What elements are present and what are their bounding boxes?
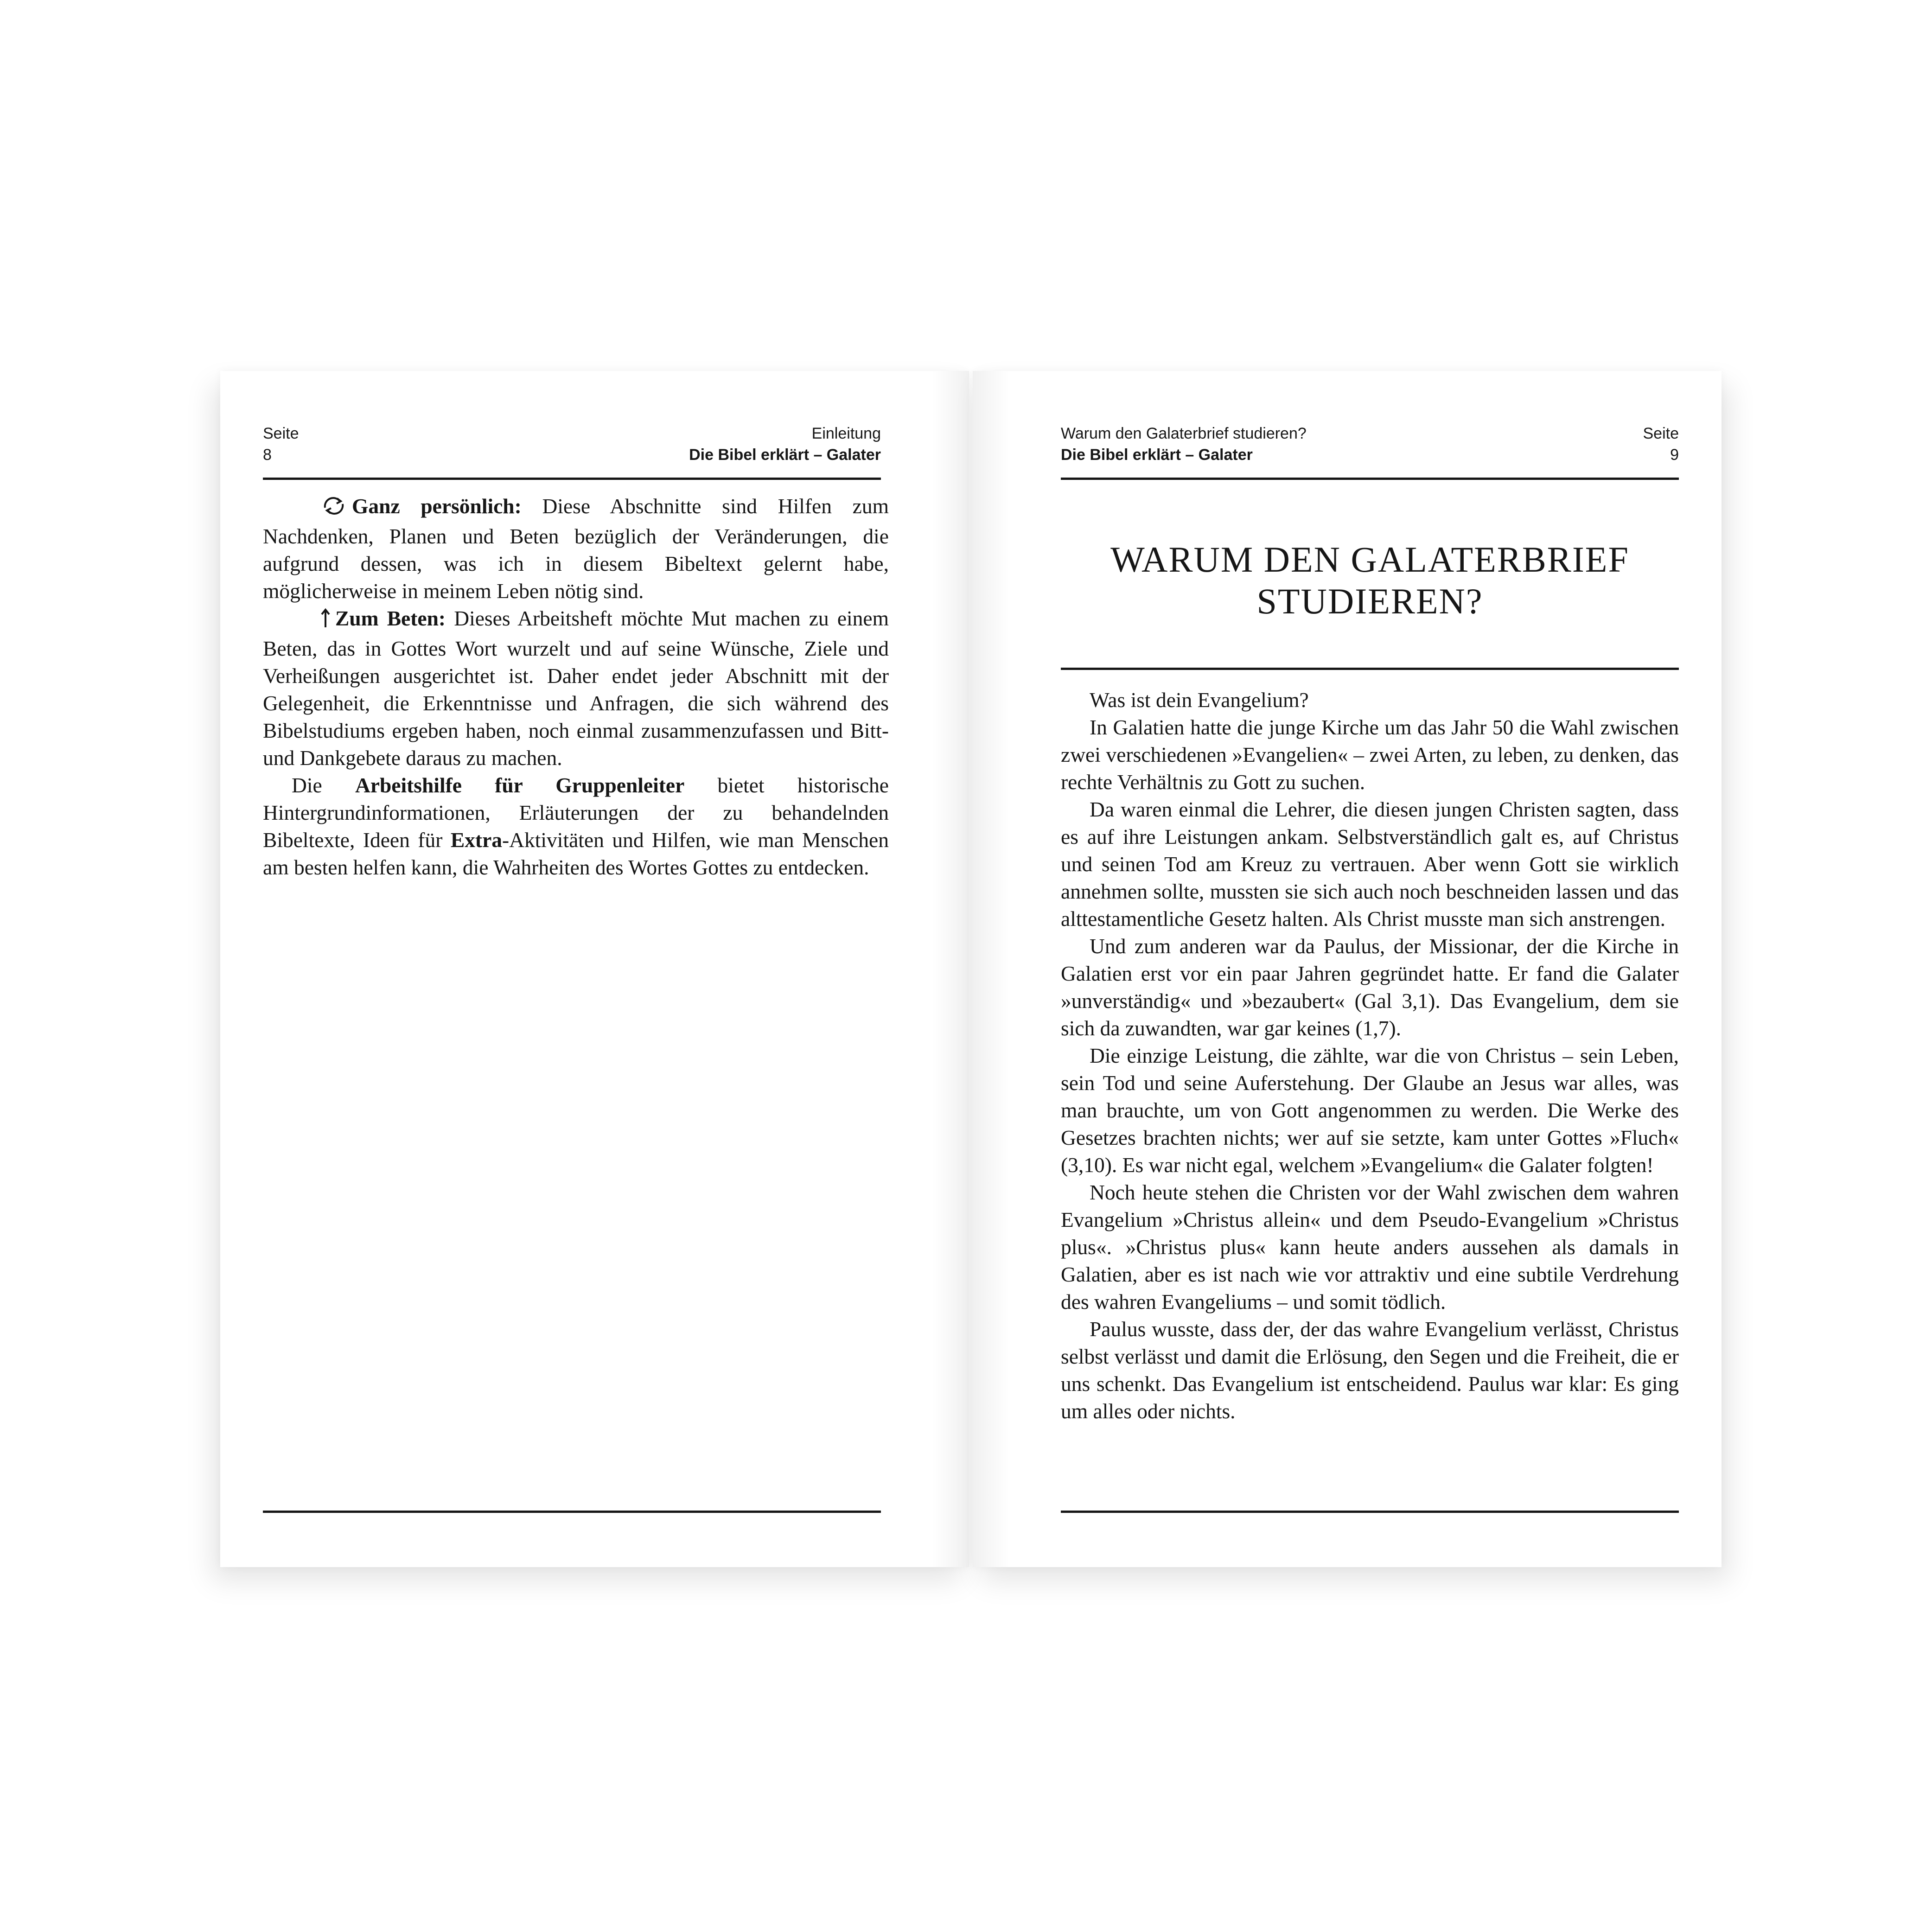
seite-label: Seite [1643, 425, 1679, 442]
paragraph: Die einzige Leistung, die zählte, war die von Christus – sein Leben, sein Tod und seine Auferstehung. Der Glaube an Jesus war alles, was man brauchte, um von Gott angenommen zu werden. Die Werke des Gesetzes brachten nichts; wer auf sie setzte, kam unter Gottes »Fluch« (3,10). Es war nicht egal, welchem »Evangelium« die Galater folgten! [1061, 1044, 1679, 1177]
running-head-row [263, 423, 881, 444]
paragraph: In Galatien hatte die junge Kirche um das Jahr 50 die Wahl zwischen zwei verschiedenen »Evangelien« – zwei Arten, zu leben, zu denken, das rechte Verhältnis zu Gott zu suchen. [1061, 715, 1679, 794]
paragraph-text: bietet historische Hintergrundinformationen, Erläuterungen der zu behandelnden Bibeltexte, Ideen für [263, 773, 889, 852]
footer-rule [1061, 1511, 1679, 1513]
chapter-title [1061, 539, 1679, 622]
running-head-row [1061, 444, 1679, 465]
book-title: Die Bibel erklärt – Galater [689, 446, 881, 464]
chapter-label: Warum den Galaterbrief studieren? [1061, 425, 1307, 442]
ganz-persoenlich-label: Ganz persönlich: [352, 494, 522, 518]
paragraph [263, 772, 889, 881]
arrow-up-icon [292, 607, 331, 635]
paragraph [263, 605, 889, 772]
page-number: 8 [263, 446, 272, 464]
cycle-arrows-icon [292, 495, 347, 523]
left-page [220, 371, 969, 1567]
paragraph: Da waren einmal die Lehrer, die diesen jungen Christen sagten, dass es auf ihre Leistungen ankam. Selbstverständlich galt es, auf Christus und seinen Tod am Kreuz zu vertrauen. Aber wenn Gott sie wirklich annehmen sollte, mussten sie sich auch noch beschneiden lassen und das alttestamentliche Gesetz halten. Als Christ musste man sich anstrengen. [1061, 797, 1679, 931]
chapter-title-line: WARUM DEN GALATERBRIEF [1110, 539, 1629, 580]
paragraph [263, 492, 889, 605]
paragraph: Was ist dein Evangelium? [1090, 688, 1309, 712]
paragraph-text: Die [292, 773, 355, 797]
paragraph: Und zum anderen war da Paulus, der Missionar, der die Kirche in Galatien erst vor ein paar Jahren gegründet hatte. Er fand die Galater »unverständig« und »bezaubert« (Gal 3,1). Das Evangelium, dem sie sich da zuwandten, war gar keines (1,7). [1061, 934, 1679, 1040]
footer-rule [263, 1511, 881, 1513]
section-label: Einleitung [811, 425, 881, 442]
right-page [973, 371, 1722, 1567]
page-number: 9 [1670, 446, 1679, 464]
header-rule [1061, 478, 1679, 480]
gutter-shadow [932, 371, 969, 1567]
paragraph: Noch heute stehen die Christen vor der Wahl zwischen dem wahren Evangelium »Christus allein« und dem Pseudo-Evangelium »Christus plus«. »Christus plus« kann heute anders aussehen als damals in Galatien, aber es ist nach wie vor attraktiv und eine subtile Verdrehung des wahren Evangeliums – und somit tödlich. [1061, 1180, 1679, 1314]
paragraph: Paulus wusste, dass der, der das wahre Evangelium verlässt, Christus selbst verlässt und damit die Erlösung, den Segen und die Freiheit, die er uns schenkt. Das Evangelium ist entscheidend. Paulus war klar: Es ging um alles oder nichts. [1061, 1317, 1679, 1423]
arbeitshilfe-label: Arbeitshilfe für Gruppenleiter [355, 773, 685, 797]
running-head-row [1061, 423, 1679, 444]
header-rule [263, 478, 881, 480]
body-text [1061, 686, 1679, 1425]
paragraph-text: Diese Abschnitte sind Hilfen zum Nachdenken, Planen und Beten bezüglich der Veränderungen, die aufgrund dessen, was ich in diesem Bibeltext gelernt habe, möglicherweise in meinem Leben nötig sind. [263, 494, 889, 603]
extra-label: Extra [450, 828, 503, 852]
paragraph-text: -Aktivitäten und Hilfen, wie man Menschen am besten helfen kann, die Wahrheiten des Wortes Gottes zu entdecken. [263, 828, 889, 879]
title-rule [1061, 668, 1679, 670]
running-head [263, 423, 881, 465]
book-title: Die Bibel erklärt – Galater [1061, 446, 1253, 464]
gutter-shadow [973, 371, 1010, 1567]
running-head [1061, 423, 1679, 465]
seite-label: Seite [263, 425, 299, 442]
body-text [263, 492, 889, 881]
zum-beten-label: Zum Beten: [335, 606, 446, 630]
paragraph-text: Dieses Arbeitsheft möchte Mut machen zu einem Beten, das in Gottes Wort wurzelt und auf seine Wünsche, Ziele und Verheißungen ausgerichtet ist. Daher endet jeder Abschnitt mit der Gelegenheit, die Erkenntnisse und Anfragen, die sich während des Bibelstudiums ergeben haben, noch einmal zusammenzufassen und Bitt- und Dankgebete daraus zu machen. [263, 606, 889, 770]
running-head-row [263, 444, 881, 465]
chapter-title-line: STUDIEREN? [1256, 581, 1483, 621]
